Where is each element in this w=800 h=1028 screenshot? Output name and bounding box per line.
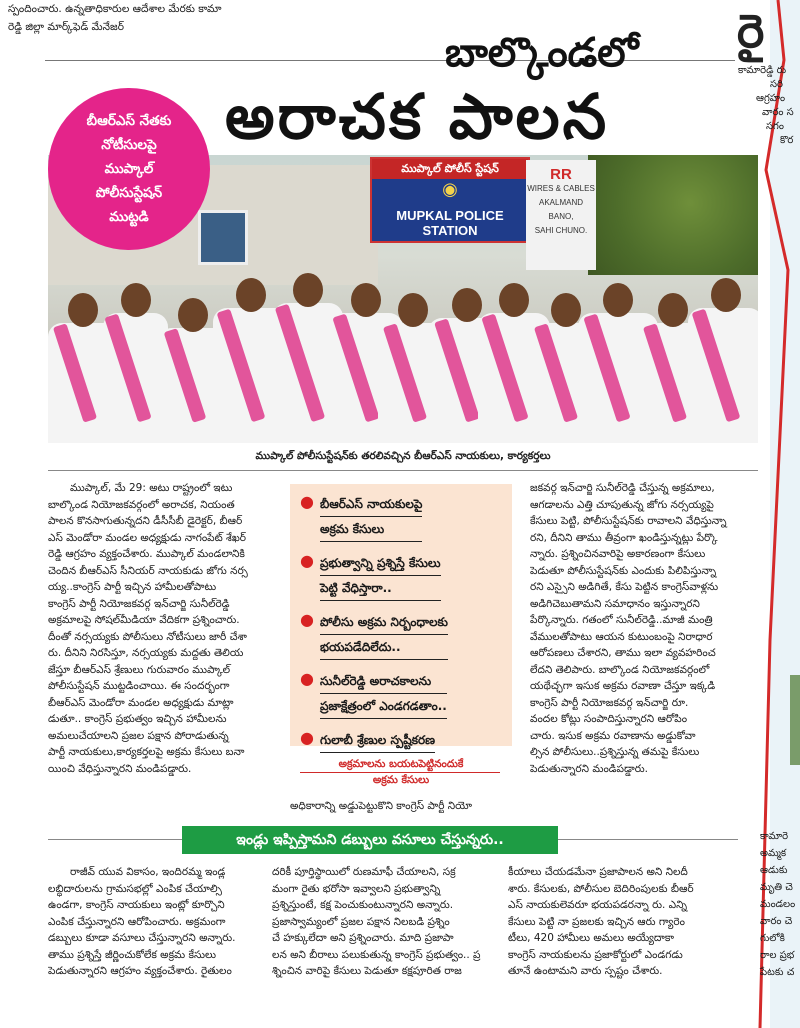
right-article-title: రై	[737, 4, 767, 58]
person-head	[236, 278, 266, 312]
text-line: వందల కోట్లు సంపాదిస్తున్నారని ఆరోపిం	[530, 713, 688, 725]
text-line: గులోకి	[760, 933, 785, 944]
highlight-item	[300, 551, 504, 601]
text-line: ఆగడాలను ఎత్తి చూపుతున్న జోగు నర్సయ్యపై	[530, 498, 714, 511]
subheading-line: అక్రమాలను బయటపెట్టినందుకే	[338, 758, 464, 770]
right-article-text-bottom	[760, 828, 800, 981]
text-line: పెడుతున్నారని మండిపడ్డారు.	[530, 762, 648, 775]
person-head	[121, 283, 151, 317]
text-line: బీఆర్ఎస్ మెండోరా మండల అధ్యక్షుడు మాట్లా	[48, 696, 234, 709]
text-line: ప్రశ్నిస్తుంటే, కక్ష పెంచుకుంటున్నారని అన్నారు.	[272, 899, 454, 911]
text-line: పోలీసుస్టేషన్ ముట్టడించాయి. ఈ సందర్భంగా	[48, 680, 230, 692]
text-line: దీంతో నర్సయ్యకు పోలీసులు నోటీసులు జారీ చేశా	[48, 630, 247, 643]
text-line: యించి వేధిస్తున్నారని మండిపడ్డారు.	[48, 762, 192, 775]
text-line: చారు. ఇసుక అక్రమ రవాణాను అడ్డుకోవా	[530, 729, 696, 742]
text-line: మండలం	[760, 899, 796, 910]
person-head	[68, 293, 98, 327]
text-line: అమ్మక	[760, 848, 787, 859]
emblem-icon: ◉	[442, 179, 458, 200]
person-head	[658, 293, 688, 327]
text-line: య్య..కాంగ్రెస్ పార్టీ ఇచ్చిన హామీలతోపాటు	[48, 581, 217, 593]
text-line: రని, దీనిని తాము తీవ్రంగా ఖండిస్తున్నట్లు పేర్కొ	[530, 531, 718, 544]
ad-line: AKALMAND	[538, 198, 583, 207]
bullet-icon: ●	[300, 610, 314, 629]
section-heading-band: ఇండ్లు ఇప్పిస్తామని డబ్బులు వసూలు చేస్తున్నరు..	[182, 826, 558, 854]
text-line: కాంగ్రెస్ పార్టీ నియోజకవర్గ ఇన్‌చార్జి రూ.	[530, 696, 689, 709]
text-line: మృతి చె	[760, 882, 793, 893]
text-line: కేసులు పెట్టి నా ప్రజలకు ఇచ్చిన ఆరు గ్యారెం	[508, 915, 685, 928]
text-line: సగం	[766, 121, 784, 132]
text-line: వేముల‌తోపాటు ఆయన కుటుంబంపై నిరాధార	[530, 630, 713, 643]
highlight-line: ప్రజాక్షేత్రంలో ఎండగడతాం..	[320, 694, 447, 719]
text-line: కొర	[780, 135, 794, 146]
ad-line: WIRES & CABLES	[527, 184, 595, 193]
photo-caption: ముప్కాల్ పోలీసుస్టేషన్‌కు తరలివచ్చిన బీఆర్ఎస్ నాయకులు, కార్యకర్తలు	[255, 450, 551, 462]
previous-article-tail	[8, 0, 308, 36]
text-line: అధికారాన్ని అడ్డుపెట్టుకొని కాంగ్రెస్ పార్టీ నియో	[290, 800, 473, 812]
person-head	[351, 283, 381, 317]
subheading-underline	[300, 772, 500, 773]
text-line: జేస్తూ బీఆర్ఎస్ శ్రేణులు గురువారం ముప్కాల్	[48, 663, 231, 676]
text-line: వారం చె	[760, 916, 793, 927]
callout-line: ముట్టడి	[109, 209, 149, 225]
text-line: వారం స	[762, 107, 794, 118]
headline: అరాచక పాలన	[225, 80, 610, 153]
text-line: పాలన కొనసాగుతున్నదని డీసీసీబీ డైరెక్టర్, బీఆర్	[48, 515, 243, 527]
bullet-icon: ●	[300, 728, 314, 747]
highlight-line: పోలీసు అక్రమ నిర్బంధాలకు	[320, 610, 448, 635]
person-head	[499, 283, 529, 317]
person-head	[178, 298, 208, 332]
pink-circle-callout	[48, 88, 210, 250]
text-line: కేసులు పెట్టి, పోలీసుస్టేషన్‌కు రావాలని వేధిస్తున్నా	[530, 515, 727, 527]
text-line: లేదని తెలిపారు. బాల్కొండ నియోజకవర్గంలో	[530, 663, 710, 676]
text-line: రెడ్డి ఆగ్రహం వ్యక్తంచేశారు. ముప్కాల్ మండలానికి	[48, 548, 245, 560]
right-article-text	[738, 64, 800, 148]
ad-line: BANO,	[548, 212, 574, 221]
headline-kicker: బాల్కొండలో	[445, 30, 639, 76]
text-line: మంగా రైతు భరోసా ఇవ్వాలని ప్రభుత్వాన్ని	[272, 882, 441, 895]
text-line: ఎస్ మెండోరా మండల అధ్యక్షుడు నాగంపేట్ శేఖర్	[48, 531, 246, 544]
text-line: ఎంపిక చేస్తున్నారని ఆరోపించారు. అక్రమంగా	[48, 915, 226, 928]
text-line: కాంగ్రెస్ నాయకులను ప్రజాకోర్టులో ఎండగడు	[508, 948, 683, 961]
person-figure	[688, 278, 758, 443]
highlight-item	[300, 728, 504, 753]
text-line: దరికీ పూర్తిస్థాయిలో రుణమాఫీ చేయాలని, సక్ర	[272, 866, 456, 878]
bottom-column-1	[48, 864, 266, 980]
text-line: జకవర్గ ఇన్‌చార్జి సునీల్‌రెడ్డి చేస్తున్న అక్రమాలు,	[530, 482, 715, 494]
bullet-icon: ●	[300, 551, 314, 570]
highlight-item	[300, 492, 504, 542]
text-line: కామారెడ్డి రు	[738, 65, 787, 76]
text-line: ఆడుకు	[760, 865, 788, 876]
callout-line: నోటీసులపై	[101, 137, 157, 153]
text-line: శారు. కేసులకు, పోలీసుల బెదిరింపులకు బీఆర్	[508, 882, 694, 895]
text-line: స్పందించారు. ఉన్నతాధికారుల ఆదేశాల మేరకు కామా	[8, 3, 222, 15]
text-line: పెడుతున్నారని ఆగ్రహం వ్యక్తంచేశారు. రైతులం	[48, 965, 232, 977]
highlight-line: సునీల్‌రెడ్డి అరాచకాలను	[320, 669, 447, 694]
ad-brand: RR	[550, 166, 572, 183]
text-line: న్నారు. ప్రశ్నించినవారిపై అకారణంగా కేసులు	[530, 548, 706, 560]
text-line: ఆగ్రహం	[756, 93, 786, 104]
signboard-telugu: ముప్కాల్ పోలీస్ స్టేషన్	[372, 159, 528, 179]
person-head	[603, 283, 633, 317]
text-line: ఆరోపణలు చేశారని, తాము ఇలా వ్యవహరించ	[530, 647, 716, 659]
text-line: పేర్కొన్నారు. గతంలో సునీల్‌రెడ్డి..మాజీ మంత్రి	[530, 614, 713, 626]
text-line: ప్రజాస్వామ్యంలో ప్రజల పక్షాన నిలబడి ప్రశ్నిం	[272, 915, 450, 928]
person-head	[711, 278, 741, 312]
bottom-column-2	[272, 864, 504, 980]
bullet-icon: ●	[300, 669, 314, 688]
callout-line: ముప్కాల్	[104, 161, 154, 177]
text-line: రు. దీనిని నిరసిస్తూ, నర్సయ్యకు మద్దతు తెలియ	[48, 647, 244, 659]
text-line: చే హక్కులేదా అని ప్రశ్నించారు. మాది ప్రజాపా	[272, 932, 454, 944]
text-line: లబ్ధిదారులను గ్రామసభల్లో ఎంపిక చేయాల్సి	[48, 882, 222, 895]
article-column-1	[48, 480, 280, 777]
text-line: శ్నించిన వారిపై కేసులు పెడుతూ కక్షపూరిత రాజ	[272, 965, 462, 977]
text-line: కీయాలు చేయడమేనా ప్రజాపాలన అని నిలదీ	[508, 866, 688, 878]
text-line: బాల్కొండ నియోజకవర్గంలో అరాచక, నియంత	[48, 498, 235, 511]
text-line: తూనే ఉంటామని వారు స్పష్టం చేశారు.	[508, 965, 663, 977]
text-line: రాల ప్రభ	[760, 950, 795, 961]
text-line: పేటకు చ	[760, 967, 795, 978]
text-line: ల్సిన పోలీసులు..ప్రశ్నిస్తున్న తమపై కేసులు	[530, 746, 700, 758]
person-head	[398, 293, 428, 327]
text-line: తాము ప్రశ్నిస్తే జీర్ణించుకోలేక అక్రమ కేసులు	[48, 948, 217, 961]
text-line: ఎస్ నాయకులెవరూ భయపడరన్నా రు. ఎన్ని	[508, 899, 688, 911]
ad-line: SAHI CHUNO.	[534, 226, 588, 235]
highlight-line: బీఆర్ఎస్ నాయకులపై	[320, 492, 422, 517]
text-line: రాజీవ్ యువ వికాసం, ఇందిరమ్మ ఇండ్ల	[70, 866, 226, 878]
highlight-line: గులాబీ శ్రేణుల స్పష్టీకరణ	[320, 728, 435, 753]
crowd	[48, 255, 758, 443]
highlight-line: భయపడేదిలేదు..	[320, 635, 448, 660]
text-line: కాంగ్రెస్ పార్టీ నియోజకవర్గ ఇన్‌చార్జి సునీల్‌రెడ్డి	[48, 597, 230, 610]
text-line: టీలు, 420 హామీలు అమలు అయ్యేదాకా	[508, 932, 675, 944]
divider	[48, 470, 758, 471]
text-line: లన అని బీరాలు పలుకుతున్న కాంగ్రెస్ ప్రభుత్వం.. ప్ర	[272, 948, 481, 961]
highlights-box	[290, 484, 512, 746]
text-line: అక్రమాలపై సోషల్‌మీడియా వేదికగా ప్రశ్నించారు.	[48, 614, 240, 626]
highlight-item	[300, 610, 504, 660]
text-line: సరి	[770, 79, 783, 90]
text-line: అడిగిచెబుతామని సమాధానం ఇస్తున్నారని	[530, 597, 700, 610]
person-head	[293, 273, 323, 307]
bullet-icon: ●	[300, 492, 314, 511]
article-column-3	[530, 480, 740, 777]
person-head	[551, 293, 581, 327]
text-line: కామారె	[760, 831, 789, 842]
text-line: చెందిన బీఆర్ఎస్ సీనియర్ నాయకుడు జోగు నర్స	[48, 564, 248, 577]
ad-signboard	[526, 160, 596, 270]
bottom-column-3	[508, 864, 730, 980]
callout-line: పోలీసుస్టేషన్	[95, 185, 163, 201]
highlight-line: అక్రమ కేసులు	[320, 517, 422, 542]
callout-line: బీఆర్ఎస్ నేతకు	[86, 113, 172, 129]
text-line: పెడుతూ పోలీసుస్టేషన్‌కు ఎందుకు పిలిపిస్తున్నా	[530, 564, 717, 577]
highlight-item	[300, 669, 504, 719]
subheading-line: అక్రమ కేసులు	[372, 774, 430, 786]
text-line: డుతూ.. కాంగ్రెస్ ప్రభుత్వం ఇచ్చిన హామీలను	[48, 713, 227, 725]
text-line: రెడ్డి జిల్లా మార్క్‌ఫెడ్ మేనేజర్	[8, 21, 124, 33]
text-line: పార్టీ నాయకులు,కార్యకర్తలపై అక్రమ కేసులు బనా	[48, 746, 245, 758]
text-line: ఉండగా, కాంగ్రెస్ నాయకులు ఇంట్లో కూర్చొని	[48, 899, 225, 911]
highlight-line: ప్రభుత్వాన్ని ప్రశ్నిస్తే కేసులు	[320, 551, 441, 576]
text-line: డబ్బులు కూడా వసూలు చేస్తున్నారని అన్నారు.	[48, 932, 236, 944]
highlight-line: పెట్టి వేధిస్తారా..	[320, 576, 441, 601]
text-line: యథేచ్ఛగా ఇసుక అక్రమ రవాణా చేస్తూ ఇక్కడి	[530, 680, 716, 692]
text-line: ముప్కాల్, మే 29: అటు రాష్ట్రంలో ఇటు	[70, 482, 233, 494]
text-line: రని ఎస్సైని అడిగితే, కేసు పెట్టిన కాంగ్రెస్‌వాళ్లను	[530, 581, 719, 593]
signboard-english: MUPKAL POLICE STATION	[396, 208, 504, 238]
police-station-signboard	[370, 157, 530, 243]
text-line: అమలుచేయాలని ప్రజల పక్షాన పోరాడుతున్న	[48, 729, 229, 742]
right-article-photo	[790, 675, 800, 765]
